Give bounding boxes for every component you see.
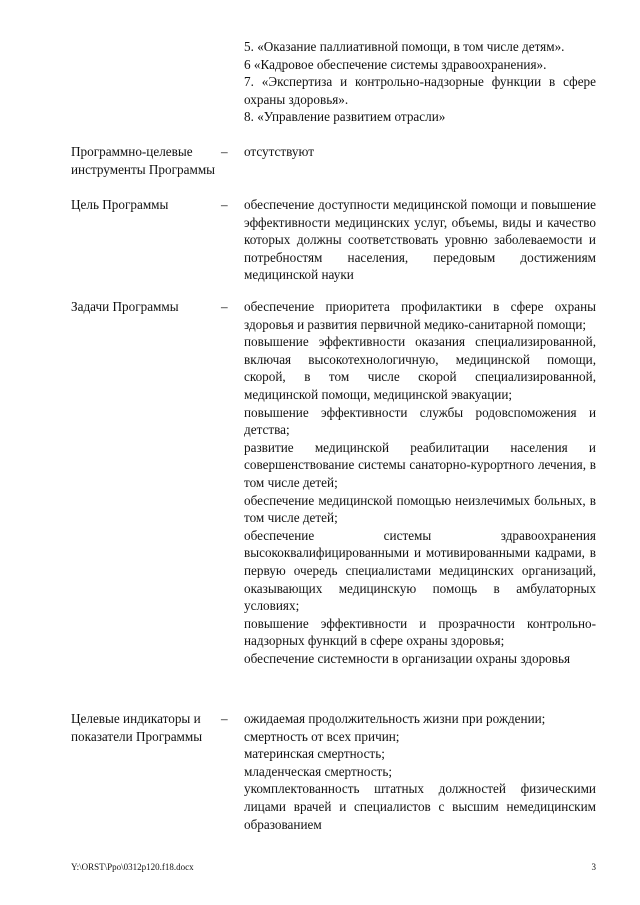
row-dash: –	[221, 711, 228, 726]
row-paragraph: материнская смертность;	[244, 746, 385, 762]
row-content	[244, 143, 596, 161]
row-paragraph: младенческая смертность;	[244, 763, 392, 779]
row-label: Целевые индикаторы и показатели Программы	[71, 711, 203, 744]
row-paragraph: развитие медицинской реабилитации населения и совершенствование системы санаторно-курортного лечения, в том числе детей;	[244, 439, 596, 490]
row-dash: –	[221, 299, 228, 314]
row-label: Программно-целевые инструменты Программы	[71, 144, 216, 177]
row-dash: –	[221, 197, 228, 212]
row-paragraph: повышение эффективности оказания специализированной, включая высокотехнологичную, медицинской помощи, скорой, в том числе скорой специализированной, медицинской помощи, медицинской эвакуации;	[244, 334, 596, 402]
row-label: Задачи Программы	[71, 299, 179, 314]
continuation-item: 8. «Управление развитием отрасли»	[244, 109, 446, 125]
row-paragraph: обеспечение системности в организации охраны здоровья	[244, 650, 571, 666]
row-content	[244, 298, 596, 667]
continuation-item: 6 «Кадровое обеспечение системы здравоохранения».	[244, 56, 547, 72]
continuation-list	[244, 38, 596, 126]
row-content	[244, 196, 596, 284]
continuation-item: 7. «Экспертиза и контрольно-надзорные функции в сфере охраны здоровья».	[244, 74, 596, 107]
row-label: Цель Программы	[71, 197, 169, 212]
row-paragraph: обеспечение доступности медицинской помощи и повышение эффективности медицинских услуг, объемы, виды и качество которых должны соответствовать уровню заболеваемости и потребностям населения, передовым достижениям медицинской науки	[244, 197, 596, 283]
footer-file-path: Y:\ORST\Ppo\0312p120.f18.docx	[71, 862, 194, 872]
row-paragraph: ожидаемая продолжительность жизни при рождении;	[244, 711, 546, 726]
row-paragraph: обеспечение приоритета профилактики в сфере охраны здоровья и развития первичной медико-санитарной помощи;	[244, 299, 596, 332]
continuation-item: 5. «Оказание паллиативной помощи, в том числе детям».	[244, 39, 565, 54]
row-paragraph: обеспечение системы здравоохранения высококвалифицированными и мотивированными кадрами, в первую очередь специалистами медицинских организаций, оказывающих медицинскую помощь в амбулаторных условиях;	[244, 527, 596, 614]
page-number: 3	[591, 862, 596, 872]
row-paragraph: смертность от всех причин;	[244, 728, 400, 744]
row-content	[244, 710, 596, 833]
row-paragraph: укомплектованность штатных должностей физическими лицами врачей и специалистов с высшим немедицинским образованием	[244, 781, 596, 832]
row-paragraph: отсутствуют	[244, 144, 314, 159]
row-dash: –	[221, 144, 228, 159]
row-paragraph: повышение эффективности службы родовспоможения и детства;	[244, 404, 596, 438]
row-paragraph: повышение эффективности и прозрачности контрольно-надзорных функций в сфере охраны здоровья;	[244, 615, 596, 649]
row-paragraph: обеспечение медицинской помощью неизлечимых больных, в том числе детей;	[244, 492, 596, 526]
